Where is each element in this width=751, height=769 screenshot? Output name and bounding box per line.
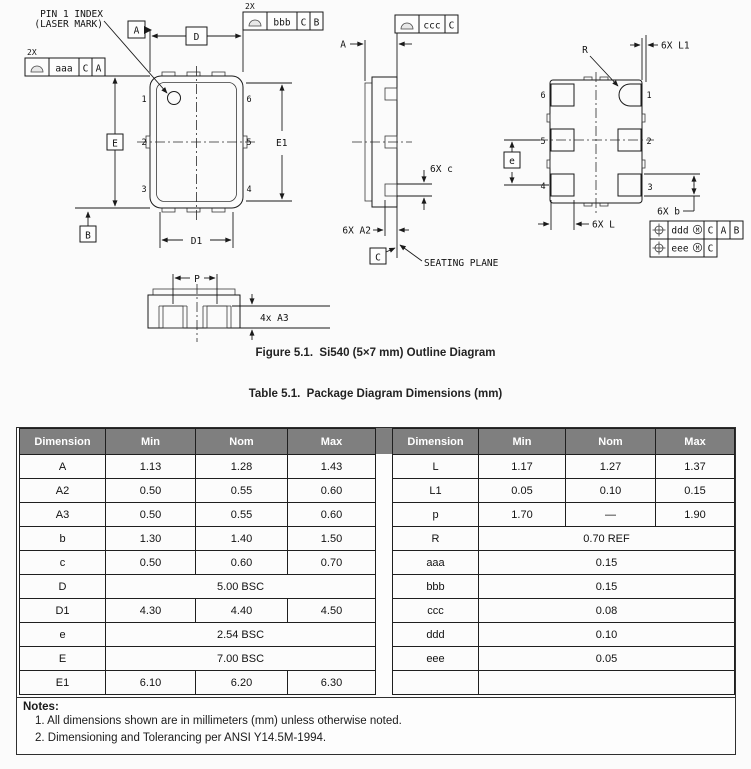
datum-ref: C (448, 20, 455, 32)
cell: 6.20 (196, 671, 288, 695)
table-row (20, 551, 376, 575)
callout-6x-a2: 6X A2 (342, 225, 371, 237)
col-header: Min (106, 429, 196, 455)
dimensions-table-container (16, 427, 736, 755)
cell-span: 0.70 REF (479, 527, 735, 551)
col-header: Max (288, 429, 376, 455)
cell: 1.50 (288, 527, 376, 551)
pin-number: 5 (246, 138, 252, 148)
table-row (393, 623, 735, 647)
dim-e-label: E (112, 138, 118, 150)
col-header: Min (479, 429, 566, 455)
cell: 0.10 (566, 479, 656, 503)
col-header: Nom (566, 429, 656, 455)
pin-number: 4 (540, 182, 546, 192)
pin-number: 3 (141, 185, 147, 195)
qty-2x-label: 2X (245, 2, 255, 11)
cell: 6.30 (288, 671, 376, 695)
notes-heading: Notes: (23, 701, 59, 713)
pad (385, 184, 397, 196)
cell (393, 671, 479, 695)
callout-r: R (582, 45, 588, 56)
cell: eee (393, 647, 479, 671)
pin-number: 2 (141, 138, 147, 148)
outline-diagram (0, 0, 751, 345)
cell: 1.37 (656, 455, 735, 479)
cell-span: 0.15 (479, 575, 735, 599)
table-row (393, 599, 735, 623)
table-gap (376, 428, 392, 454)
table-row (20, 647, 376, 671)
figure-caption: Figure 5.1. Si540 (5×7 mm) Outline Diagram (255, 347, 496, 359)
cell: 0.60 (288, 479, 376, 503)
table-row (20, 575, 376, 599)
cell: 1.30 (106, 527, 196, 551)
tol-eee-label: eee (671, 243, 689, 255)
cell: A3 (20, 503, 106, 527)
dimensions-table-right (392, 428, 735, 695)
cell-span: 0.10 (479, 623, 735, 647)
cell: 0.70 (288, 551, 376, 575)
pin-number: 4 (246, 185, 252, 195)
cell: 0.05 (479, 479, 566, 503)
cell: 4.30 (106, 599, 196, 623)
cell-span: 7.00 BSC (106, 647, 376, 671)
bottom-view (504, 35, 743, 257)
table-row (20, 671, 376, 695)
cell: L1 (393, 479, 479, 503)
cell: D (20, 575, 106, 599)
cell: 1.17 (479, 455, 566, 479)
datum-c-label: C (375, 252, 381, 264)
pin1-index-label: PIN 1 INDEX (40, 9, 103, 20)
table-row (20, 479, 376, 503)
cell-span: 2.54 BSC (106, 623, 376, 647)
table-row (393, 575, 735, 599)
pad (551, 84, 574, 106)
pin1-pad (619, 84, 641, 106)
dim-e-pitch-label: e (509, 156, 515, 167)
table-header-row (20, 429, 376, 455)
cell: e (20, 623, 106, 647)
cell: 0.15 (656, 479, 735, 503)
dim-p-label: P (194, 274, 200, 285)
note-item: 1. All dimensions shown are in millimeters (mm) unless otherwise noted. (35, 715, 402, 727)
pin-number: 6 (540, 91, 546, 101)
table-row (20, 623, 376, 647)
table-row (393, 479, 735, 503)
cell: 0.60 (196, 551, 288, 575)
table-row (20, 527, 376, 551)
pin-number: 5 (540, 137, 546, 147)
package-end-body (148, 295, 240, 328)
pin-number: 1 (646, 91, 652, 101)
cell: 0.55 (196, 479, 288, 503)
side-view (340, 15, 498, 269)
cell: A (20, 455, 106, 479)
pin1-index-circle (168, 92, 181, 105)
cell: 1.13 (106, 455, 196, 479)
cell-span: 5.00 BSC (106, 575, 376, 599)
cell: — (566, 503, 656, 527)
cell: E (20, 647, 106, 671)
cell: 0.50 (106, 503, 196, 527)
cell: R (393, 527, 479, 551)
tol-ccc-label: ccc (423, 20, 441, 32)
cell: 0.50 (106, 479, 196, 503)
datum-ref: B (313, 17, 320, 29)
cell: 1.28 (196, 455, 288, 479)
cell: b (20, 527, 106, 551)
table-title: Table 5.1. Package Diagram Dimensions (mm) (248, 388, 503, 400)
datum-ref: A (720, 225, 727, 237)
col-header: Dimension (20, 429, 106, 455)
cell: 6.10 (106, 671, 196, 695)
cell: p (393, 503, 479, 527)
tol-bbb-label: bbb (273, 17, 291, 29)
seating-plane-label: SEATING PLANE (424, 258, 499, 269)
cell: ddd (393, 623, 479, 647)
top-view-dimensions (25, 2, 323, 248)
cell: 0.60 (288, 503, 376, 527)
callout-6x-l1: 6X L1 (661, 40, 690, 52)
pad (207, 306, 227, 328)
dim-e1-label: E1 (276, 138, 288, 149)
pin-number: 3 (647, 183, 653, 193)
cell-span: 0.08 (479, 599, 735, 623)
cell: 4.40 (196, 599, 288, 623)
datum-ref: C (707, 225, 714, 237)
cell: A2 (20, 479, 106, 503)
table-row (20, 503, 376, 527)
tol-aaa-label: aaa (55, 63, 73, 75)
pin-number: 2 (646, 137, 652, 147)
mmc-m-label: M (695, 245, 700, 252)
cell: 1.90 (656, 503, 735, 527)
pad (385, 88, 397, 100)
cell: 1.43 (288, 455, 376, 479)
table-row (393, 503, 735, 527)
table-row (393, 647, 735, 671)
notes-section (17, 697, 735, 748)
col-header: Dimension (393, 429, 479, 455)
callout-6x-l: 6X L (592, 219, 615, 231)
cell-span: 0.05 (479, 647, 735, 671)
col-header: Max (656, 429, 735, 455)
cell: aaa (393, 551, 479, 575)
cell: 1.70 (479, 503, 566, 527)
callout-6x-b: 6X b (657, 206, 680, 218)
datum-ref: A (95, 63, 102, 75)
cell: c (20, 551, 106, 575)
cell: 1.27 (566, 455, 656, 479)
callout-6x-c: 6X c (430, 164, 453, 175)
dim-d-label: D (193, 32, 200, 43)
end-view (148, 274, 330, 342)
dimensions-table-left (19, 428, 376, 695)
col-header: Nom (196, 429, 288, 455)
pin-number: 1 (141, 95, 147, 105)
datum-ref: B (733, 225, 740, 237)
top-view (137, 66, 258, 222)
qty-2x-label: 2X (27, 48, 37, 57)
cell: L (393, 455, 479, 479)
cell: ccc (393, 599, 479, 623)
datum-ref: C (82, 63, 89, 75)
pad (163, 306, 183, 328)
datum-b-label: B (85, 230, 91, 242)
mmc-m-label: M (695, 227, 700, 234)
table-row (20, 599, 376, 623)
cell: 1.40 (196, 527, 288, 551)
cell-span: 0.15 (479, 551, 735, 575)
datum-a-label: A (133, 25, 140, 37)
pad (618, 174, 641, 196)
tol-ddd-label: ddd (671, 225, 689, 237)
table-row (393, 671, 735, 695)
datum-ref: C (707, 243, 714, 255)
table-row (393, 551, 735, 575)
table-header-row (393, 429, 735, 455)
pin-number: 6 (246, 95, 252, 105)
cell: bbb (393, 575, 479, 599)
table-row (20, 455, 376, 479)
cell: 4.50 (288, 599, 376, 623)
pad (551, 174, 574, 196)
cell: 0.55 (196, 503, 288, 527)
dim-d1-label: D1 (190, 236, 203, 247)
callout-4x-a3: 4x A3 (260, 313, 289, 324)
note-item: 2. Dimensioning and Tolerancing per ANSI Y14.5M-1994. (35, 732, 327, 745)
cell: D1 (20, 599, 106, 623)
table-row (393, 527, 735, 551)
pin1-index-label2: (LASER MARK) (34, 19, 103, 30)
dim-a-label: A (340, 39, 346, 51)
datum-ref: C (300, 17, 307, 29)
cell: 0.50 (106, 551, 196, 575)
table-row (393, 455, 735, 479)
cell-span (479, 671, 735, 695)
cell: E1 (20, 671, 106, 695)
